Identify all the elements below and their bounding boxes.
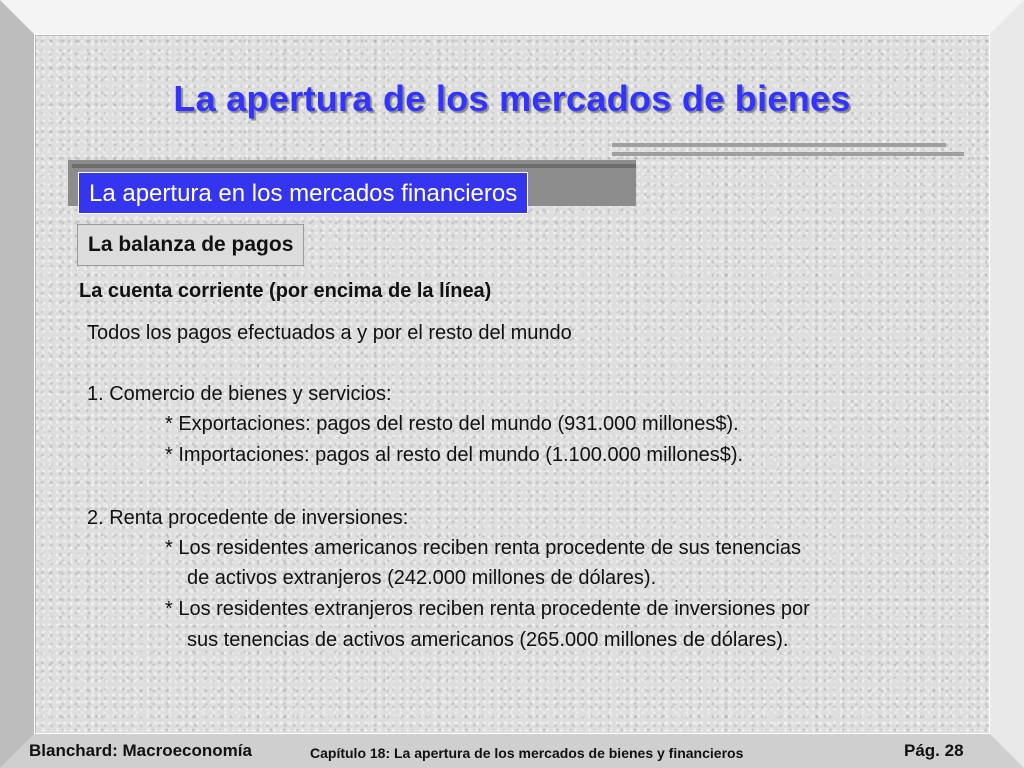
divider-rule bbox=[612, 143, 946, 147]
list-subitem-continuation: de activos extranjeros (242.000 millones de dólares). bbox=[187, 567, 657, 589]
list-item: 1. Comercio de bienes y servicios: bbox=[87, 383, 392, 405]
footer-author: Blanchard: Macroeconomía bbox=[29, 741, 252, 760]
list-subitem: * Exportaciones: pagos del resto del mundo (931.000 millones$). bbox=[165, 413, 739, 435]
subsection-tab: La balanza de pagos bbox=[77, 224, 304, 266]
list-subitem-continuation: sus tenencias de activos americanos (265.000 millones de dólares). bbox=[187, 629, 789, 651]
list-subitem: * Los residentes americanos reciben renta procedente de sus tenencias bbox=[165, 537, 801, 559]
divider-rule bbox=[612, 152, 964, 156]
list-item: 2. Renta procedente de inversiones: bbox=[87, 507, 409, 529]
footer-page-number: Pág. 28 bbox=[904, 741, 964, 760]
section-tab: La apertura en los mercados financieros bbox=[78, 172, 528, 214]
footer-chapter: Capítulo 18: La apertura de los mercados de bienes y financieros bbox=[310, 745, 744, 761]
body-intro: Todos los pagos efectuados a y por el resto del mundo bbox=[87, 322, 572, 344]
list-subitem: * Los residentes extranjeros reciben renta procedente de inversiones por bbox=[165, 598, 810, 620]
section-tab-shadow bbox=[72, 164, 636, 168]
frame-bevel-top bbox=[0, 0, 1024, 34]
section-heading: La cuenta corriente (por encima de la línea) bbox=[79, 280, 492, 302]
list-subitem: * Importaciones: pagos al resto del mundo (1.100.000 millones$). bbox=[165, 444, 744, 466]
slide-title: La apertura de los mercados de bienes bbox=[173, 78, 851, 119]
